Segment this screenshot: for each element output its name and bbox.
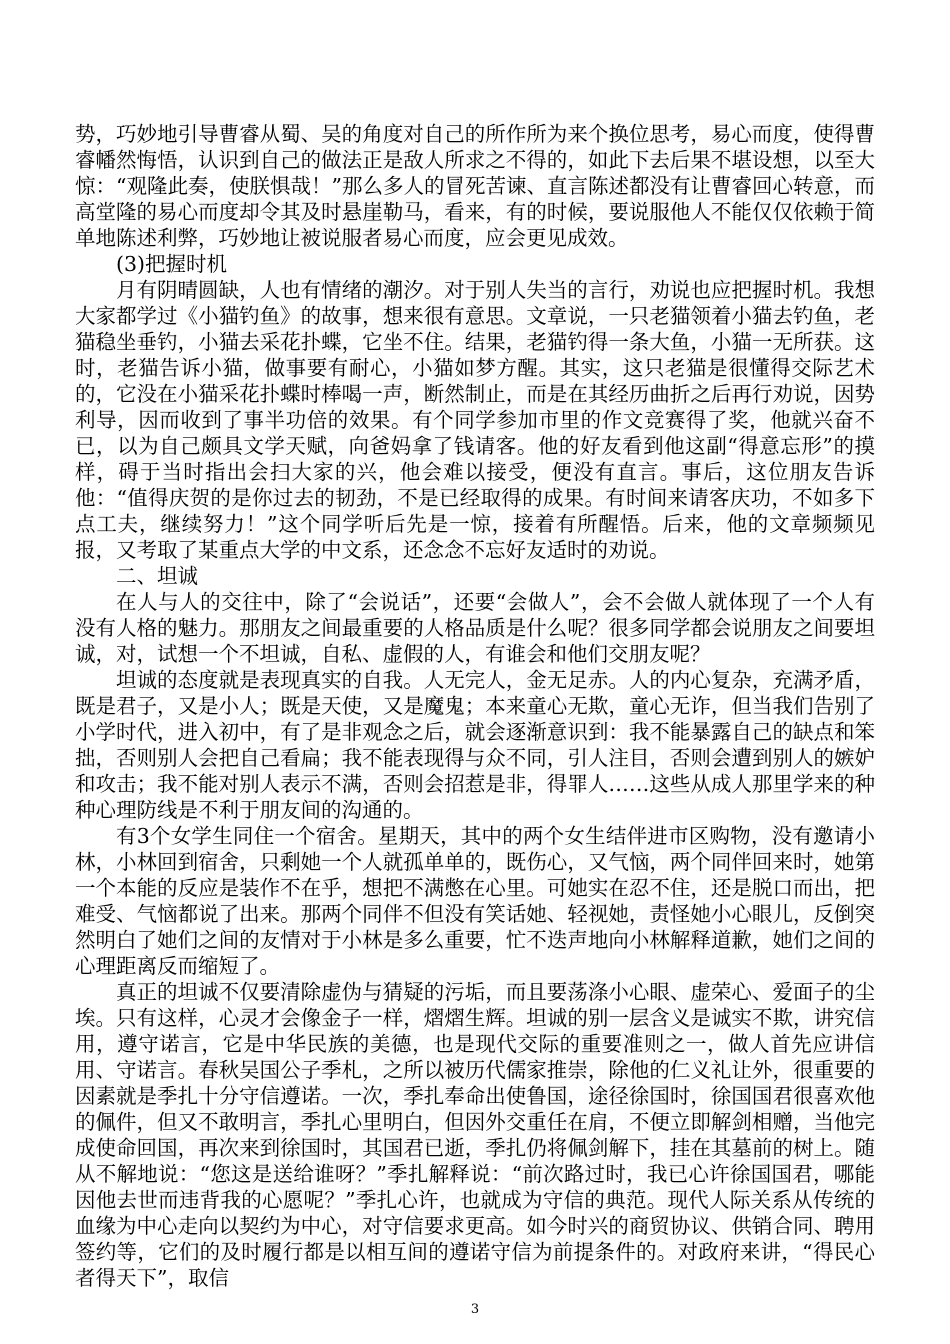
page-number: 3 [470, 1302, 480, 1317]
body-text [75, 121, 875, 1291]
section-heading-timing: (3)把握时机 [116, 252, 228, 276]
section-heading-candor: 二、坦诚 [116, 564, 198, 588]
paragraph: 在人与人的交往中，除了“会说话”，还要“会做人”，会不会做人就体现了一个人有没有人格的魅力。那朋友之间最重要的人格品质是什么呢？很多同学都会说朋友之间要坦诚，对，试想一个不坦诚，自私、虚假的人，有谁会和他们交朋友呢？ [75, 590, 875, 666]
paragraph: 真正的坦诚不仅要清除虚伪与猜疑的污垢，而且要荡涤小心眼、虚荣心、爱面子的尘埃。只有这样，心灵才会像金子一样，熠熠生辉。坦诚的别一层含义是诚实不欺，讲究信用，遵守诺言，它是中华民族的美德，也是现代交际的重要准则之一，做人首先应讲信用、守诺言。春秋吴国公子季札，之所以被历代儒家推崇，除他的仁义礼让外，很重要的因素就是季扎十分守信遵诺。一次，季扎奉命出使鲁国，途径徐国时，徐国国君很喜欢他的佩件，但又不敢明言，季扎心里明白，但因外交重任在肩，不便立即解剑相赠，当他完成使命回国，再次来到徐国时，其国君已逝，季扎仍将佩剑解下，挂在其墓前的树上。随从不解地说：“您这是送给谁呀？”季扎解释说：“前次路过时，我已心许徐国国君，哪能因他去世而违背我的心愿呢？”季扎心许，也就成为守信的典范。现代人际关系从传统的血缘为中心走向以契约为中心，对守信要求更高。如今时兴的商贸协议、供销合同、聘用签约等，它们的及时履行都是以相互间的遵诺守信为前提条件的。对政府来讲，“得民心者得天下”，取信 [75, 980, 875, 1290]
paragraph: 坦诚的态度就是表现真实的自我。人无完人，金无足赤。人的内心复杂，充满矛盾，既是君子，又是小人；既是天使，又是魔鬼；本来童心无欺，童心无诈，但当我们告别了小学时代，进入初中，有了是非观念之后，就会逐渐意识到：我不能暴露自己的缺点和笨拙，否则别人会把自己看扁；我不能表现得与众不同，引人注目，否则会遭到别人的嫉妒和攻击；我不能对别人表示不满，否则会招惹是非，得罪人……这些从成人那里学来的种种心理防线是不利于朋友间的沟通的。 [75, 668, 875, 822]
paragraph: 有3个女学生同住一个宿舍。星期天，其中的两个女生结伴进市区购物，没有邀请小林，小林回到宿舍，只剩她一个人就孤单单的，既伤心，又气恼，两个同伴回来时，她第一个本能的反应是装作不在乎，想把不满憋在心里。可她实在忍不住，还是脱口而出，把难受、气恼都说了出来。那两个同伴不但没有笑话她、轻视她，责怪她小心眼儿，反倒突然明白了她们之间的友情对于小林是多么重要，忙不迭声地向小林解释道歉，她们之间的心理距离反而缩短了。 [75, 824, 875, 978]
paragraph-continuation: 势，巧妙地引导曹睿从蜀、吴的角度对自己的所作所为来个换位思考，易心而度，使得曹睿幡然悔悟，认识到自己的做法正是敌人所求之不得的，如此下去后果不堪设想，以至大惊：“观隆此奏，使朕惧哉！”那么多人的冒死苦谏、直言陈述都没有让曹睿回心转意，而高堂隆的易心而度却令其及时悬崖勒马，看来，有的时候，要说服他人不能仅仅依赖于简单地陈述利弊，巧妙地让被说服者易心而度，应会更见成效。 [75, 122, 875, 250]
paragraph: 月有阴晴圆缺，人也有情绪的潮汐。对于别人失当的言行，劝说也应把握时机。我想大家都学过《小猫钓鱼》的故事，想来很有意思。文章说，一只老猫领着小猫去钓鱼，老猫稳坐垂钓，小猫去采花扑蝶，它坐不住。结果，老猫钓得一条大鱼，小猫一无所获。这时，老猫告诉小猫，做事要有耐心，小猫如梦方醒。其实，这只老猫是很懂得交际艺术的，它没在小猫采花扑蝶时棒喝一声，断然制止，而是在其经历曲折之后再行劝说，因势利导，因而收到了事半功倍的效果。有个同学参加市里的作文竞赛得了奖，他就兴奋不已，以为自己颇具文学天赋，向爸妈拿了钱请客。他的好友看到他这副“得意忘形”的摸样，碍于当时指出会扫大家的兴，他会难以接受，便没有直言。事后，这位朋友告诉他：“值得庆贺的是你过去的韧劲，不是已经取得的成果。有时间来请客庆功，不如多下点工夫，继续努力！”这个同学听后先是一惊，接着有所醒悟。后来，他的文章频频见报，又考取了某重点大学的中文系，还念念不忘好友适时的劝说。 [75, 278, 875, 562]
